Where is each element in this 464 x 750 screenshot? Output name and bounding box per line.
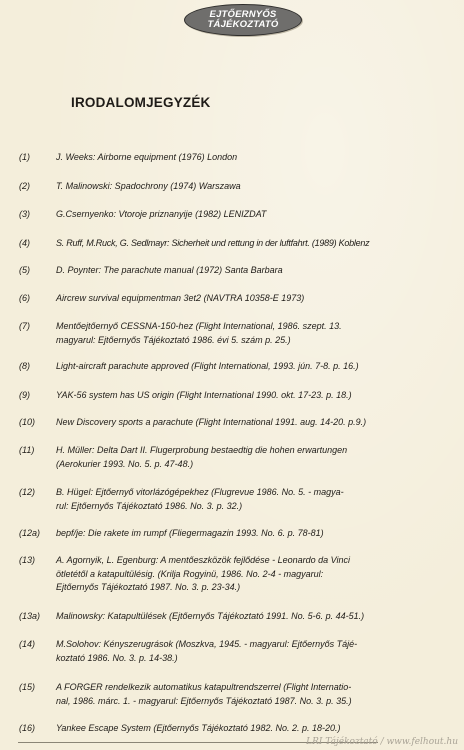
reference-number: (9) <box>19 390 30 400</box>
reference-number: (13a) <box>19 611 41 621</box>
reference-number: (8) <box>19 361 30 371</box>
reference-text: M.Solohov: Kényszerugrások (Moszkva, 1945. - magyarul: Ejtőernyős Tájé- koztató 1986. No. 3. p. 14-38.) <box>56 639 358 663</box>
reference-text: B. Hügel: Ejtőernyő vitorlázógépekhez (Flugrevue 1986. No. 5. - magya- rul: Ejtőernyős Tájékoztató 1986. No. 3. p. 32.) <box>56 487 344 511</box>
reference-number: (7) <box>19 321 30 331</box>
reference-text: Light-aircraft parachute approved (Flight International, 1993. jún. 7-8. p. 16.) <box>56 361 359 371</box>
reference-text: Yankee Escape System (Ejtőernyős Tájékoztató 1982. No. 2. p. 18-20.) <box>56 723 341 733</box>
reference-number: (11) <box>19 445 35 455</box>
footer-watermark: LRI Tájékoztató / www.felhout.hu <box>306 737 458 747</box>
reference-text: Mentőejtőernyő CESSNA-150-hez (Flight International, 1986. szept. 13. magyarul: Ejtőernyős Tájékoztató 1986. évi 5. szám p. 25.) <box>56 321 342 345</box>
reference-number: (1) <box>19 152 30 162</box>
reference-number: (4) <box>19 238 30 248</box>
reference-text: J. Weeks: Airborne equipment (1976) London <box>56 152 238 162</box>
reference-number: (13) <box>19 555 36 565</box>
reference-text: Malinowsky: Katapultülések (Ejtőernyős Tájékoztató 1991. No. 5-6. p. 44-51.) <box>56 611 365 621</box>
reference-text: bepf/je: Die rakete im rumpf (Fliegermagazin 1993. No. 6. p. 78-81) <box>56 528 324 538</box>
reference-number: (5) <box>19 265 30 275</box>
reference-text: New Discovery sports a parachute (Flight International 1991. aug. 14-20. p.9.) <box>56 417 367 427</box>
reference-number: (14) <box>19 639 36 649</box>
reference-text: H. Müller: Delta Dart II. Flugerprobung bestaedtig die hohen erwartungen (Aerokurier 1993. No. 5. p. 47-48.) <box>56 445 348 469</box>
reference-text: G.Csernyenko: Vtoroje priznanyije (1982) LENIZDAT <box>56 209 267 219</box>
reference-number: (16) <box>19 723 36 733</box>
reference-number: (12a) <box>19 528 41 538</box>
badge-line-2: TÁJÉKOZTATÓ <box>207 19 279 30</box>
reference-text: Aircrew survival equipmentman 3et2 (NAVTRA 10358-E 1973) <box>56 293 305 303</box>
reference-text: S. Ruff, M.Ruck, G. Sedlmayr: Sicherheit und rettung in der luftfahrt. (1989) Koblenz <box>56 238 370 248</box>
reference-number: (15) <box>19 682 36 692</box>
reference-number: (12) <box>19 487 36 497</box>
reference-text: A FORGER rendelkezik automatikus katapultrendszerrel (Flight Internatio- nal, 1986. márc. 1. - magyarul: Ejtőernyős Tájékoztató 1987. No. 3. p. 35.) <box>56 682 352 706</box>
reference-text: T. Malinowski: Spadochrony (1974) Warszawa <box>56 181 241 191</box>
reference-number: (6) <box>19 293 30 303</box>
reference-number: (10) <box>19 417 36 427</box>
reference-text: YAK-56 system has US origin (Flight International 1990. okt. 17-23. p. 18.) <box>56 390 352 400</box>
page-title: IRODALOMJEGYZÉK <box>71 95 211 110</box>
reference-text: A. Agornyik, L. Egenburg: A mentőeszközök fejlődése - Leonardo da Vinci ötletétől a katapultülésig. (Krilja Rogyinü, 1986. No. 2-4 - magyarul: Ejtőernyős Tájékoztató 1987. No. 3. p. 23-34.) <box>56 555 351 592</box>
reference-number: (3) <box>19 209 30 219</box>
reference-number: (2) <box>19 181 30 191</box>
badge-line-1: EJTŐERNYŐS <box>209 9 277 20</box>
reference-text: D. Poynter: The parachute manual (1972) Santa Barbara <box>56 265 283 275</box>
